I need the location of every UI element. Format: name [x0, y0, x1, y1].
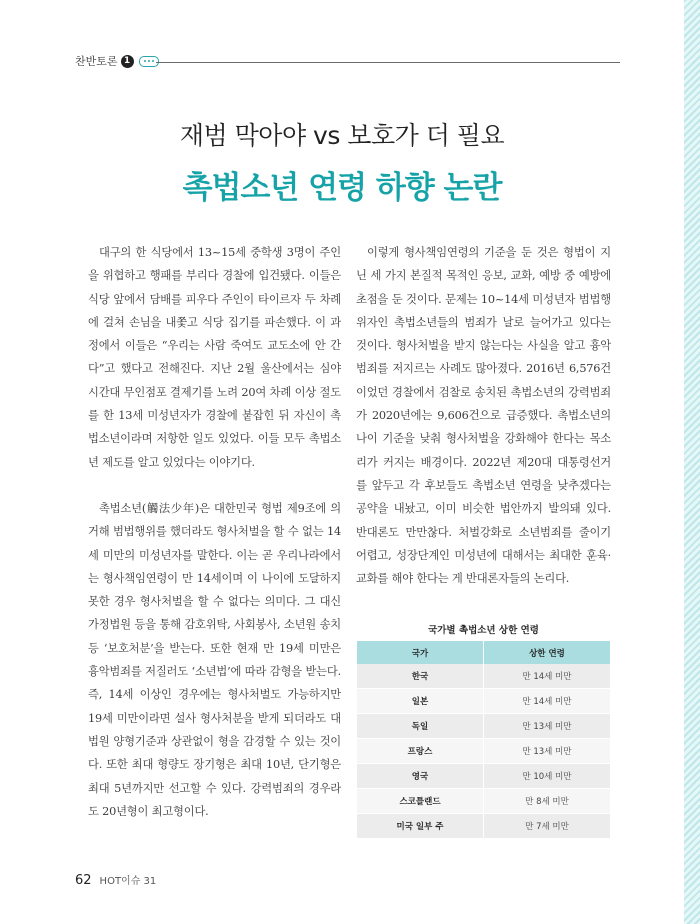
country-cell: 독일: [357, 714, 484, 739]
article-title-line1: 재범 막아야 vs 보호가 더 필요: [179, 121, 505, 150]
header-divider: [156, 62, 620, 63]
age-cell: 만 10세 미만: [484, 764, 611, 789]
table-row: [357, 664, 610, 689]
table-row: [357, 714, 610, 739]
age-cell: 만 7세 미만: [484, 814, 611, 839]
country-cell: 미국 일부 주: [357, 814, 484, 839]
country-cell: 프랑스: [357, 739, 484, 764]
right-column: [356, 241, 611, 590]
body-paragraph: 대구의 한 식당에서 13~15세 중학생 3명이 주인을 위협하고 행패를 부리다 경찰에 입건됐다. 이들은 식당 앞에서 담배를 피우다 주인이 타이르자 두 차례에 걸쳐 손님을 내쫓고 식당 집기를 파손했다. 이 과정에서 이들은 “우리는 사람 죽여도 교도소에 안 간다”고 했다고 전해진다. 지난 2월 울산에서는 심야 시간대 무인점포 결제기를 노려 20여 차례 이상 절도를 한 13세 미성년자가 경찰에 붙잡힌 뒤 자신이 촉법소년이라며 저항한 일도 있었다. 이들 모두 촉법소년 제도를 알고 있었다는 이야기다.: [88, 246, 341, 469]
table-row: [357, 739, 610, 764]
country-cell: 스코틀랜드: [357, 789, 484, 814]
decorative-side-stripe: [684, 0, 700, 924]
magazine-name: HOT이슈 31: [99, 876, 157, 887]
table-title: 국가별 촉법소년 상한 연령: [428, 625, 539, 636]
table-row: [357, 814, 610, 839]
column-header-country: 국가: [357, 641, 484, 664]
page-footer: [75, 872, 156, 888]
country-cell: 일본: [357, 689, 484, 714]
article-title-line2: 촉법소년 연령 하향 논란: [182, 170, 502, 206]
dots-icon: [139, 56, 159, 67]
age-cell: 만 13세 미만: [484, 714, 611, 739]
section-label: 찬반토론: [75, 55, 118, 68]
left-column: [88, 241, 341, 823]
body-paragraph: 이렇게 형사책임연령의 기준을 둔 것은 형법이 지닌 세 가지 본질적 목적인 응보, 교화, 예방 중 예방에 초점을 둔 것이다. 문제는 10~14세 미성년자 범법행위자인 촉법소년들의 범죄가 날로 늘어가고 있다는 것이다. 형사처벌을 받지 않는다는 사실을 알고 흉악범죄를 저지르는 사례도 많아졌다. 2016년 6,576건이었던 경찰에서 검찰로 송치된 촉법소년의 강력범죄가 2020년에는 9,606건으로 급증했다. 촉법소년의 나이 기준을 낮춰 형사처벌을 강화해야 한다는 목소리가 커지는 배경이다. 2022년 제20대 대통령선거를 앞두고 각 후보들도 촉법소년 연령을 낮추겠다는 공약을 내놨고, 이미 비슷한 법안까지 발의돼 있다. 반대론도 만만찮다. 처벌강화로 소년범죄를 줄이기 어렵고, 성장단계인 미성년에 대해서는 최대한 훈육·교화를 해야 한다는 게 반대론자들의 논리다.: [356, 246, 611, 586]
table-row: [357, 689, 610, 714]
table-header-row: [357, 641, 610, 664]
column-header-age: 상한 연령: [484, 641, 611, 664]
age-cell: 만 14세 미만: [484, 689, 611, 714]
country-cell: 영국: [357, 764, 484, 789]
age-limit-table: [357, 641, 610, 839]
section-number-badge: 1: [121, 55, 134, 68]
section-tag: [75, 53, 159, 69]
page-number: 62: [75, 873, 92, 888]
table-row: [357, 789, 610, 814]
body-paragraph: 촉법소년(觸法少年)은 대한민국 형법 제9조에 의거해 범법행위를 했더라도 형사처벌을 할 수 없는 14세 미만의 미성년자를 말한다. 이는 곧 우리나라에서는 형사책임연령이 만 14세이며 이 나이에 도달하지 못한 경우 형사처벌을 할 수 없다는 의미다. 그 대신 가정법원 등을 통해 감호위탁, 사회봉사, 소년원 송치 등 ‘보호처분’을 받는다. 또한 현재 만 19세 미만은 흉악범죄를 저질러도 ‘소년법’에 따라 감형을 받는다. 즉, 14세 이상인 경우에는 형사처벌도 가능하지만 19세 미만이라면 설사 형사처분을 받게 되더라도 대법원 양형기준과 상관없이 형을 감경할 수 있는 것이다. 또한 최대 형량도 장기형은 최대 10년, 단기형은 최대 5년까지만 선고할 수 있다. 강력범죄의 경우라도 20년형이 최고형이다.: [88, 501, 341, 818]
table-row: [357, 764, 610, 789]
age-cell: 만 8세 미만: [484, 789, 611, 814]
age-cell: 만 13세 미만: [484, 739, 611, 764]
age-cell: 만 14세 미만: [484, 664, 611, 689]
country-cell: 한국: [357, 664, 484, 689]
